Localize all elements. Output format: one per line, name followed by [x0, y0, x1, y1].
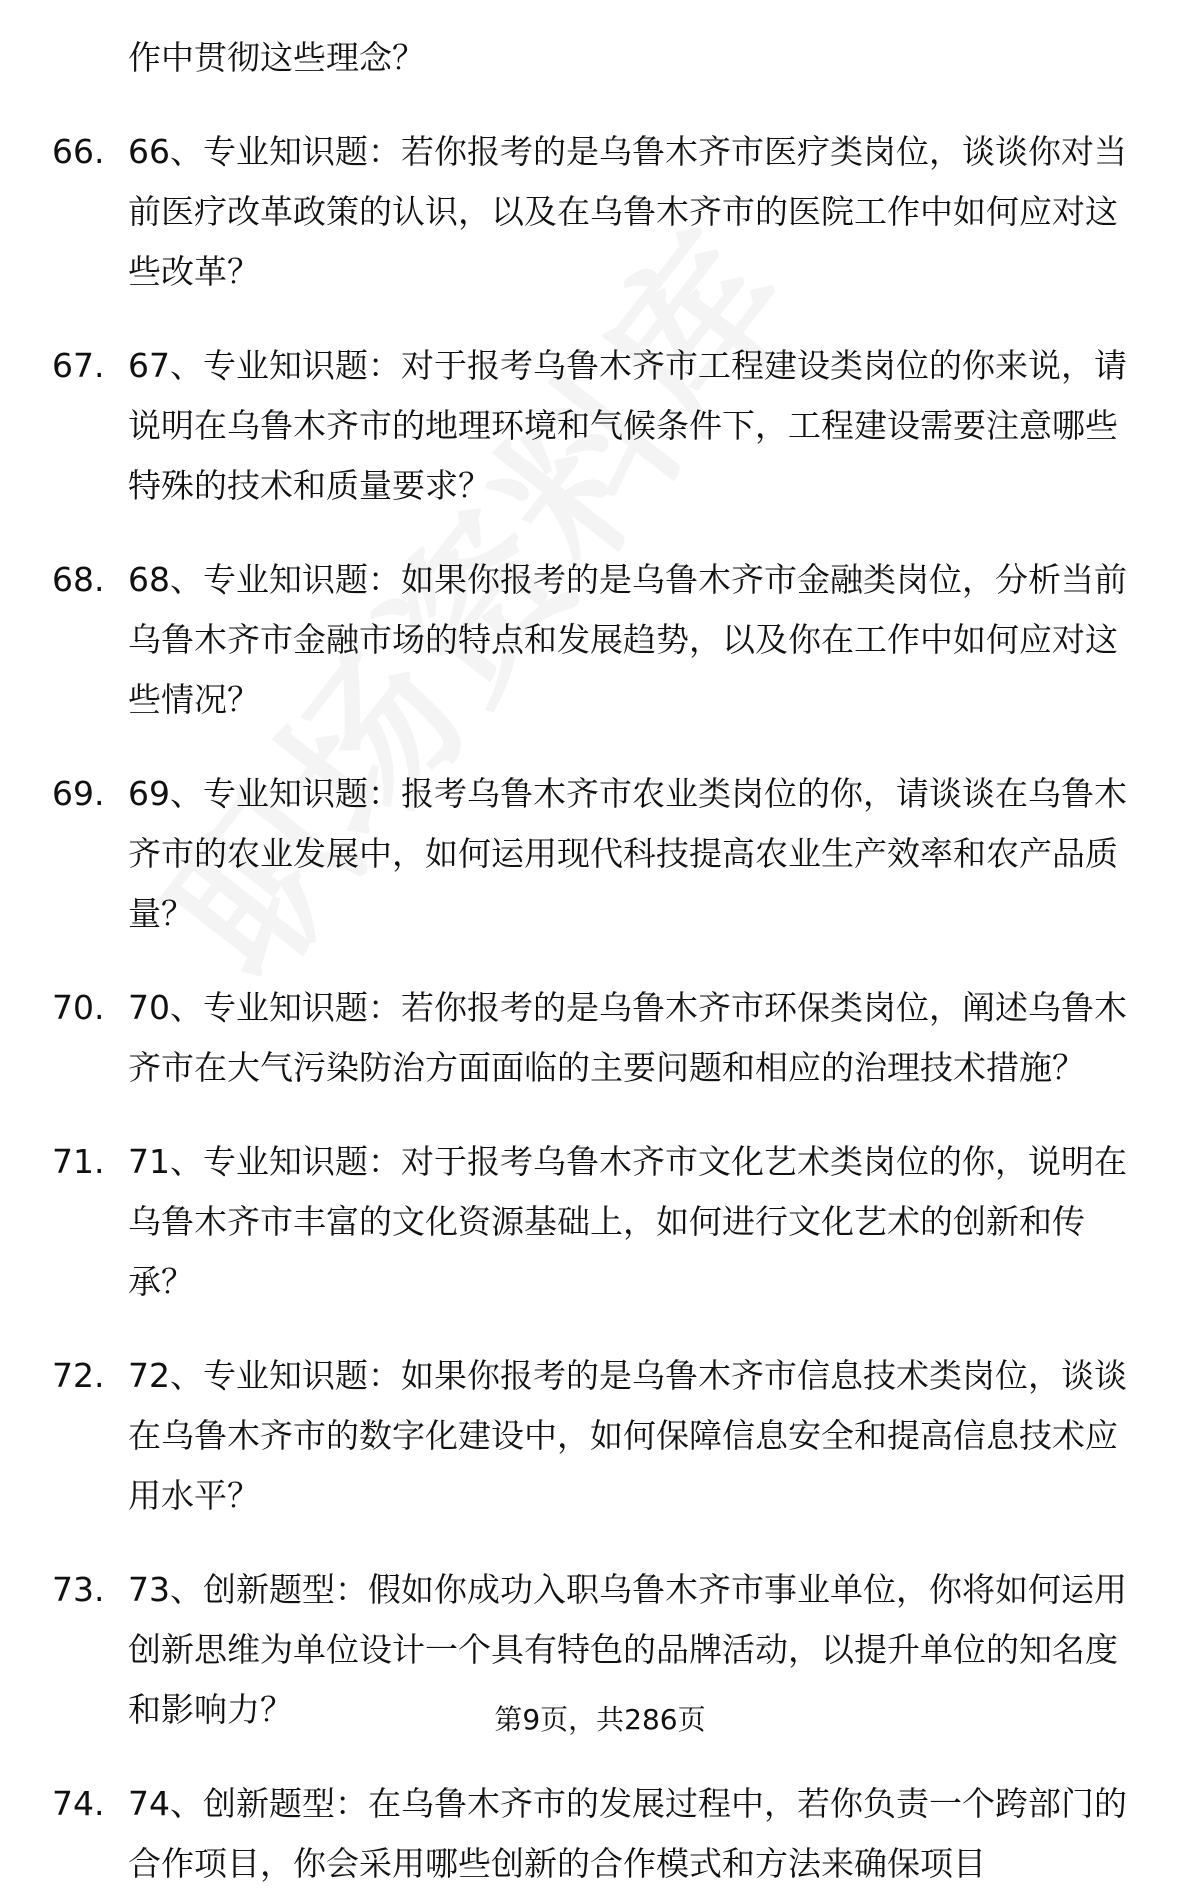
- list-number: 73.: [52, 1570, 105, 1609]
- list-item: [52, 764, 1140, 944]
- list-item: [52, 1346, 1140, 1526]
- question-list: [52, 28, 1140, 1894]
- list-number: 68.: [52, 560, 105, 599]
- list-item: [52, 336, 1140, 516]
- list-number: 71.: [52, 1142, 105, 1181]
- question-text: 70、专业知识题：若你报考的是乌鲁木齐市环保类岗位，阐述乌鲁木齐市在大气污染防治方面面临的主要问题和相应的治理技术措施？: [128, 988, 1127, 1087]
- list-number: 72.: [52, 1356, 105, 1395]
- list-number: 69.: [52, 774, 105, 813]
- list-item: [52, 1132, 1140, 1312]
- list-item: [52, 978, 1140, 1098]
- page-footer: 第9页，共286页: [494, 1703, 706, 1736]
- list-number: 67.: [52, 346, 105, 385]
- list-number: 74.: [52, 1784, 105, 1823]
- question-text: 73、创新题型：假如你成功入职乌鲁木齐市事业单位，你将如何运用创新思维为单位设计一个具有特色的品牌活动，以提升单位的知名度和影响力？: [128, 1570, 1127, 1729]
- list-item: [52, 1774, 1140, 1894]
- question-text: 67、专业知识题：对于报考乌鲁木齐市工程建设类岗位的你来说，请说明在乌鲁木齐市的地理环境和气候条件下，工程建设需要注意哪些特殊的技术和质量要求？: [128, 346, 1127, 505]
- list-item: [52, 550, 1140, 730]
- list-number: 66.: [52, 132, 105, 171]
- question-text: 69、专业知识题：报考乌鲁木齐市农业类岗位的你，请谈谈在乌鲁木齐市的农业发展中，如何运用现代科技提高农业生产效率和农产品质量？: [128, 774, 1127, 933]
- question-text: 68、专业知识题：如果你报考的是乌鲁木齐市金融类岗位，分析当前乌鲁木齐市金融市场的特点和发展趋势，以及你在工作中如何应对这些情况？: [128, 560, 1127, 719]
- list-item: [52, 122, 1140, 302]
- continuation-text: 作中贯彻这些理念？: [128, 38, 425, 77]
- question-text: 74、创新题型：在乌鲁木齐市的发展过程中，若你负责一个跨部门的合作项目，你会采用哪些创新的合作模式和方法来确保项目: [128, 1784, 1127, 1883]
- question-text: 71、专业知识题：对于报考乌鲁木齐市文化艺术类岗位的你，说明在乌鲁木齐市丰富的文化资源基础上，如何进行文化艺术的创新和传承？: [128, 1142, 1127, 1301]
- question-text: 72、专业知识题：如果你报考的是乌鲁木齐市信息技术类岗位，谈谈在乌鲁木齐市的数字化建设中，如何保障信息安全和提高信息技术应用水平？: [128, 1356, 1127, 1515]
- question-text: 66、专业知识题：若你报考的是乌鲁木齐市医疗类岗位，谈谈你对当前医疗改革政策的认识，以及在乌鲁木齐市的医院工作中如何应对这些改革？: [128, 132, 1127, 291]
- list-number: 70.: [52, 988, 105, 1027]
